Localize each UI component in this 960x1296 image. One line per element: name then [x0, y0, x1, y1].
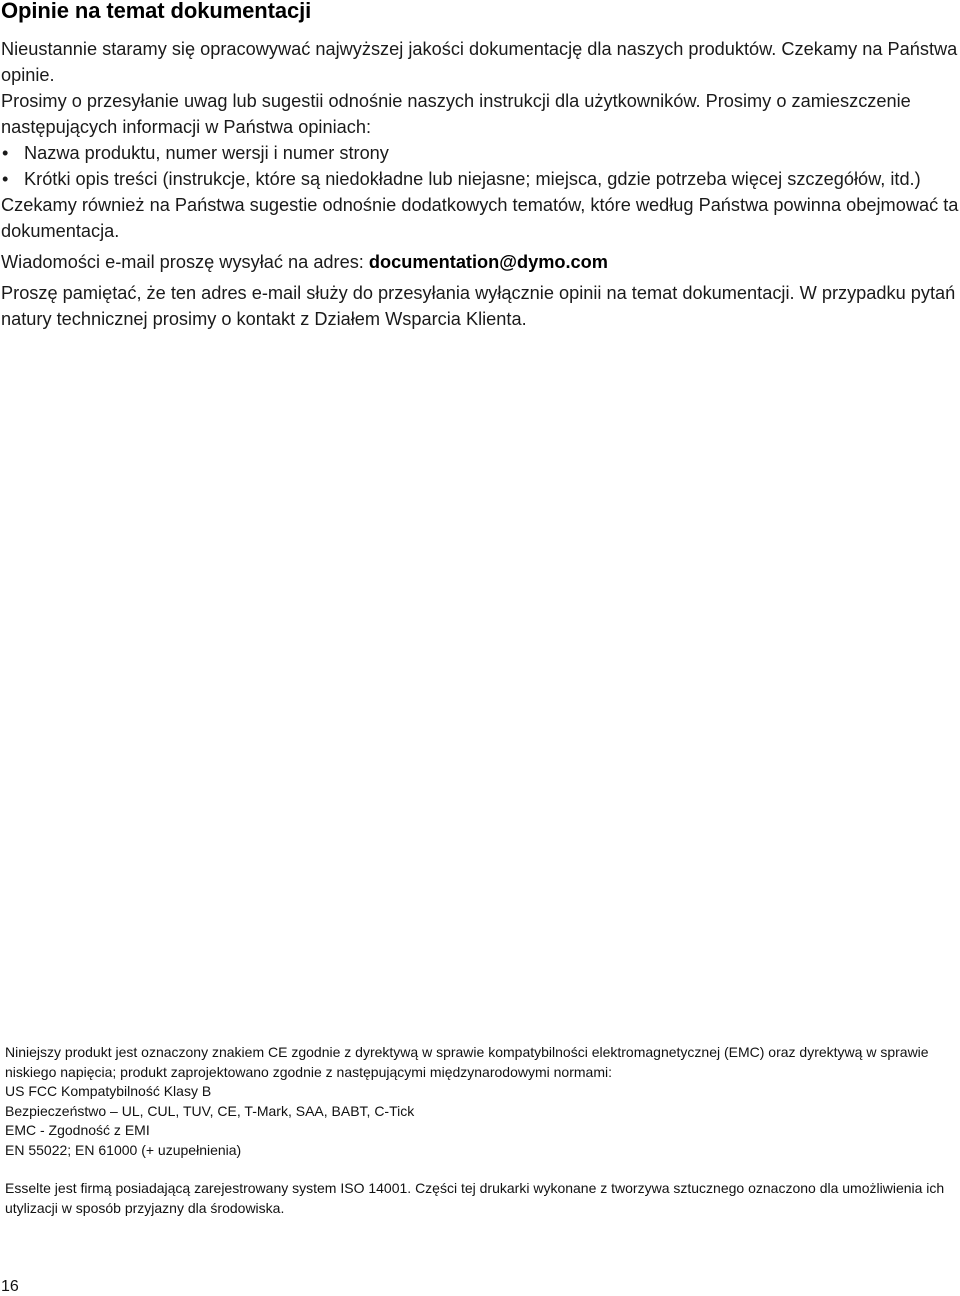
page-number: 16 [1, 1278, 19, 1295]
intro-paragraph: Nieustannie staramy się opracowywać najwyższej jakości dokumentację dla naszych produktów. Czekamy na Państwa opinie. [1, 39, 958, 85]
required-info-list [1, 140, 959, 192]
note-paragraph: Proszę pamiętać, że ten adres e-mail służy do przesyłania wyłącznie opinii na temat dokumentacji. W przypadku pytań natury technicznej prosimy o kontakt z Działem Wsparcia Klienta. [1, 283, 956, 329]
standard-line: US FCC Kompatybilność Klasy B [5, 1083, 212, 1099]
list-item: • Krótki opis treści (instrukcje, które są niedokładne lub niejasne; miejsca, gdzie potrzeba więcej szczegółów, itd.) [1, 166, 959, 192]
standard-line: Bezpieczeństwo – UL, CUL, TUV, CE, T-Mark, SAA, BABT, C-Tick [5, 1102, 415, 1119]
standard-line: EN 55022; EN 61000 (+ uzupełnienia) [5, 1141, 242, 1158]
email-prefix: Wiadomości e-mail proszę wysyłać na adres: [1, 252, 369, 272]
request-paragraph: Prosimy o przesyłanie uwag lub sugestii odnośnie naszych instrukcji dla użytkowników. Prosimy o zamieszczenie następujących informacji w Państwa opiniach: [1, 91, 911, 137]
feedback-section [1, 36, 959, 332]
ce-statement: Niniejszy produkt jest oznaczony znakiem CE zgodnie z dyrektywą w sprawie kompatybilności elektromagnetycznej (EMC) oraz dyrektywą w sprawie niskiego napięcia; produkt zaprojektowano zgodnie z następującymi międzynarodowymi normami: [5, 1044, 929, 1080]
iso-statement: Esselte jest firmą posiadającą zarejestrowany system ISO 14001. Części tej drukarki wykonane z tworzywa sztucznego oznaczono dla umożliwienia ich utylizacji w sposób przyjazny dla środowiska. [5, 1180, 945, 1216]
standard-line: EMC - Zgodność z EMI [5, 1122, 150, 1138]
suggestions-paragraph: Czekamy również na Państwa sugestie odnośnie dodatkowych tematów, które według Państwa powinna obejmować ta dokumentacja. [1, 195, 959, 241]
list-item: • Nazwa produktu, numer wersji i numer strony [1, 140, 959, 166]
email-paragraph [1, 249, 959, 275]
page-title: Opinie na temat dokumentacji [1, 0, 312, 23]
email-link[interactable]: documentation@dymo.com [368, 252, 608, 272]
compliance-section [5, 1043, 955, 1218]
